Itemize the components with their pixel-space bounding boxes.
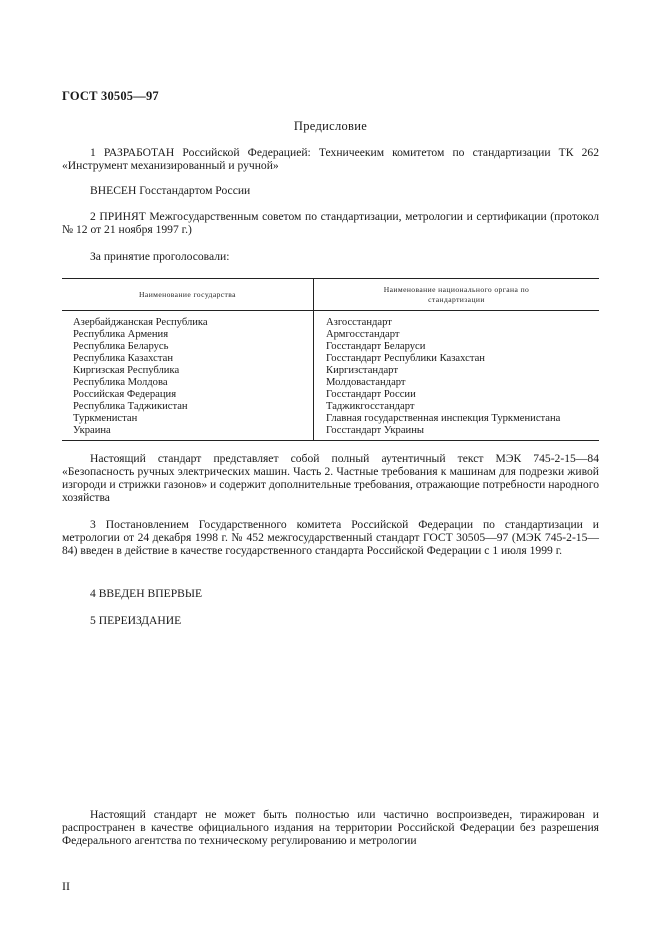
state-name: Азербайджанская Республика: [73, 317, 208, 328]
voting-table: [62, 278, 599, 441]
standards-body-name: Азгосстандарт: [326, 317, 392, 328]
standards-body-name: Армгосстандарт: [326, 329, 400, 340]
state-name: Республика Армения: [73, 329, 169, 340]
paragraph-decree: 3 Постановлением Государственного комитета Российской Федерации по стандартизации и метрологии от 24 декабря 1998 г. № 452 межгосударственный стандарт ГОСТ 30505—97 (МЭК 745-2-15—84) введен в действие в качестве государственного стандарта Российской Федерации с 1 июля 1999 г.: [62, 518, 599, 557]
state-name: Туркменистан: [73, 413, 138, 424]
state-name: Республика Таджикистан: [73, 401, 188, 412]
state-name: Киргизская Республика: [73, 365, 180, 376]
standards-body-name: Киргизстандарт: [326, 365, 398, 376]
paragraph-authentic-text: Настоящий стандарт представляет собой полный аутентичный текст МЭК 745-2-15—84 «Безопасность ручных электрических машин. Часть 2. Частные требования к машинам для подрезки живой изгороди и стрижки газонов» и содержит дополнительные требования, отражающие потребности народного хозяйства: [62, 452, 599, 504]
paragraph-adopted: 2 ПРИНЯТ Межгосударственным советом по стандартизации, метрологии и сертификации (протокол № 12 от 21 ноября 1997 г.): [62, 210, 599, 236]
bodies-column: [314, 311, 600, 441]
page-title: Предисловие: [293, 119, 368, 133]
paragraph-reissue: 5 ПЕРЕИЗДАНИЕ: [90, 614, 182, 627]
standards-body-name: Госстандарт Украины: [326, 425, 424, 436]
standards-body-name: Госстандарт России: [326, 389, 416, 400]
table-header-body-label: Наименование национального органа по стандартизации: [383, 285, 530, 304]
copyright-notice: Настоящий стандарт не может быть полностью или частично воспроизведен, тиражирован и распространен в качестве официального издания на территории Российской Федерации без разрешения Федерального агентства по техническому регулированию и метрологии: [62, 808, 599, 847]
paragraph-first-intro: 4 ВВЕДЕН ВПЕРВЫЕ: [90, 587, 203, 600]
state-name: Украина: [73, 425, 111, 436]
state-name: Республика Молдова: [73, 377, 168, 388]
table-header-state: Наименование государства: [62, 279, 314, 311]
state-name: Республика Казахстан: [73, 353, 174, 364]
standards-body-name: Главная государственная инспекция Туркменистана: [326, 413, 561, 424]
page-number: II: [62, 879, 70, 893]
document-code: ГОСТ 30505—97: [62, 89, 159, 103]
standards-body-name: Таджикгосстандарт: [326, 401, 415, 412]
state-name: Российская Федерация: [73, 389, 177, 400]
standards-body-name: Госстандарт Республики Казахстан: [326, 353, 485, 364]
paragraph-introduced-by: ВНЕСЕН Госстандартом России: [90, 184, 251, 197]
standards-body-name: Госстандарт Беларуси: [326, 341, 426, 352]
paragraph-voted: За принятие проголосовали:: [90, 250, 230, 263]
paragraph-developed: 1 РАЗРАБОТАН Российской Федерацией: Техничееким комитетом по стандартизации ТК 262 «Инструмент механизированный и ручной»: [62, 146, 599, 172]
standards-body-name: Молдовастандарт: [326, 377, 406, 388]
table-header-body: [314, 279, 600, 311]
states-column: [62, 311, 314, 441]
state-name: Республика Беларусь: [73, 341, 169, 352]
